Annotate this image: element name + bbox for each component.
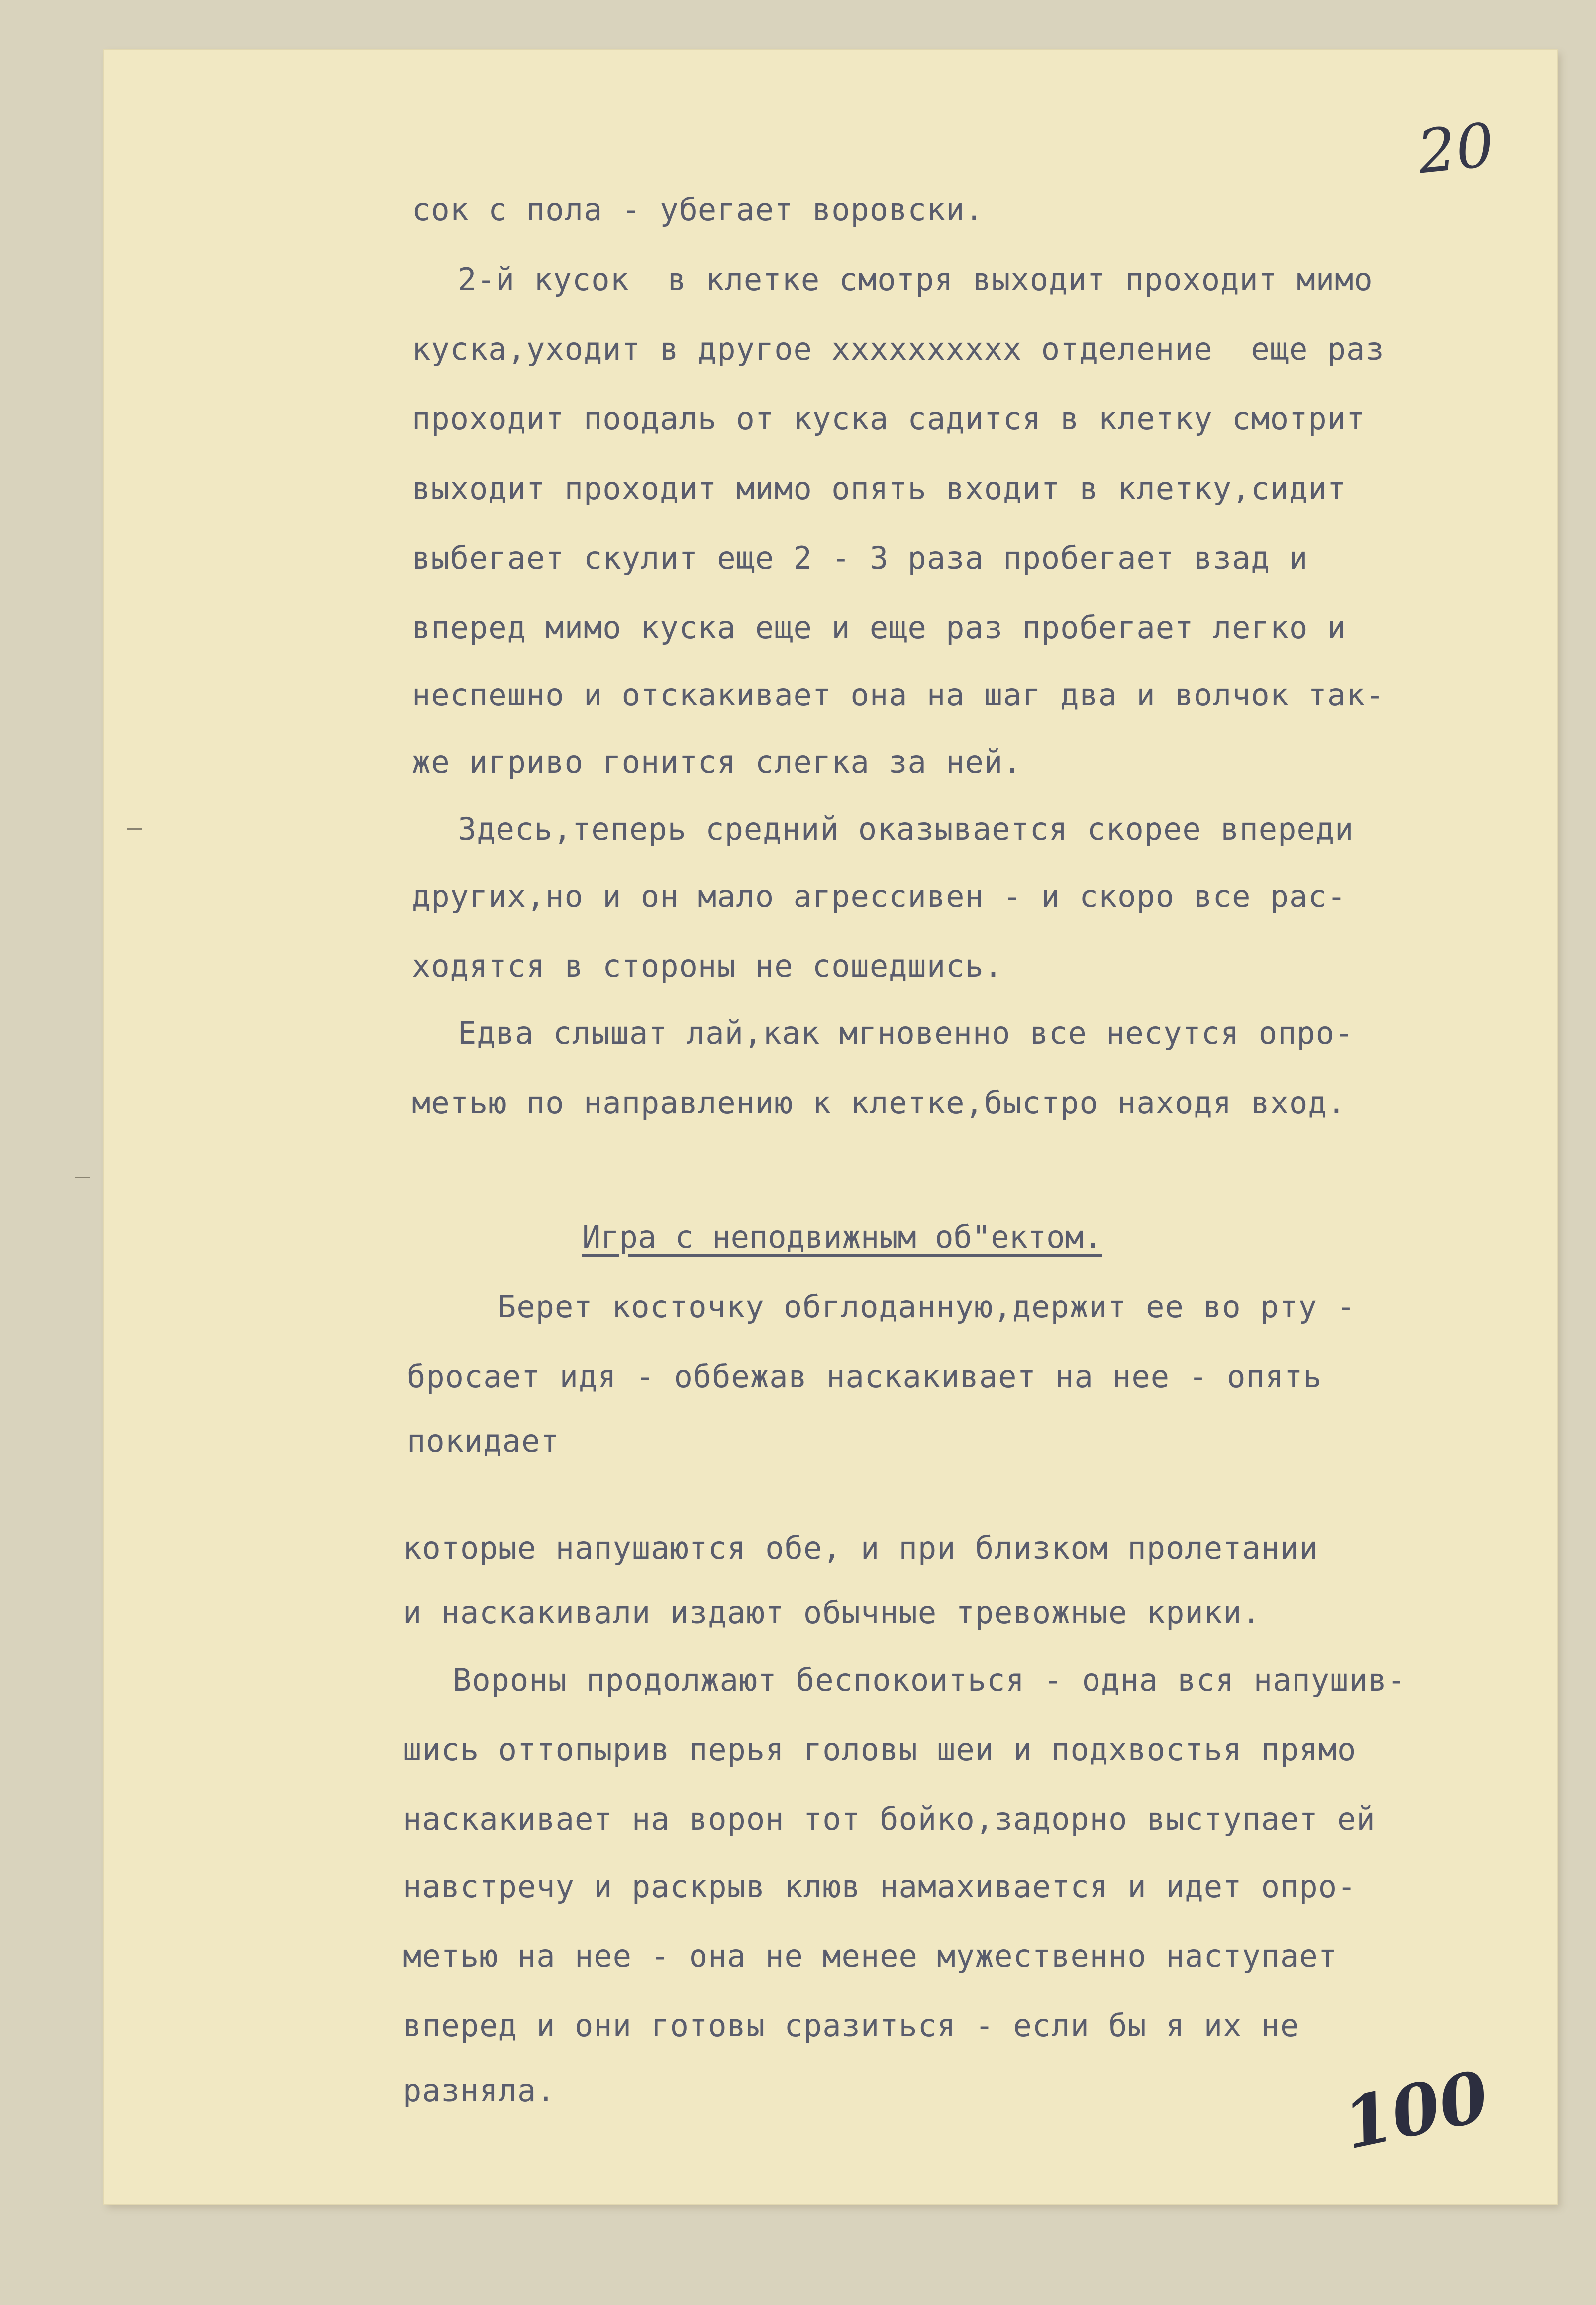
text-line: же игриво гонится слегка за ней.	[412, 744, 1022, 780]
text-line: бросает идя - оббежав наскакивает на нее - опять	[407, 1358, 1322, 1395]
text-line: 2-й кусок в клетке смотря выходит проходит мимо	[458, 261, 1373, 298]
text-line: неспешно и отскакивает она на шаг два и волчок так-	[412, 677, 1385, 713]
text-line: метью по направлению к клетке,быстро находя вход.	[412, 1085, 1347, 1121]
text-line: Вороны продолжают беспокоиться - одна вся напушив-	[453, 1662, 1406, 1698]
text-line: проходит поодаль от куска садится в клетку смотрит	[412, 401, 1366, 437]
text-line: вперед и они готовы сразиться - если бы я их не	[403, 2007, 1299, 2044]
text-line: наскакивает на ворон тот бойко,задорно выступает ей	[403, 1801, 1376, 1837]
text-line: выходит проходит мимо опять входит в клетку,сидит	[412, 470, 1347, 506]
folio-number: 20	[1414, 110, 1497, 188]
text-line: сок с пола - убегает воровски.	[412, 192, 984, 228]
section-title: Игра с неподвижным об"ектом.	[582, 1219, 1102, 1255]
text-line: Здесь,теперь средний оказывается скорее впереди	[458, 811, 1354, 847]
left-margin-mark	[127, 828, 142, 830]
text-line: Едва слышат лай,как мгновенно все несутся опро-	[458, 1015, 1354, 1051]
text-line: куска,уходит в другое xxxxxxxxxx отделение еще раз	[412, 331, 1385, 367]
text-line: шись оттопырив перья головы шеи и подхвостья прямо	[403, 1731, 1357, 1768]
text-line: навстречу и раскрыв клюв намахивается и идет опро-	[403, 1868, 1357, 1904]
text-line: выбегает скулит еще 2 - 3 раза пробегает взад и	[412, 540, 1308, 576]
archive-number: 100	[1336, 2055, 1496, 2166]
text-line: других,но и он мало агрессивен - и скоро все рас-	[412, 878, 1347, 914]
text-line: метью на нее - она не менее мужественно наступает	[403, 1938, 1338, 1974]
text-line: Берет косточку обглоданную,держит ее во рту -	[498, 1289, 1356, 1325]
text-line: которые напушаются обе, и при близком пролетании	[403, 1530, 1318, 1566]
text-line: и наскакивали издают обычные тревожные крики.	[403, 1595, 1261, 1631]
left-margin-mark	[75, 1177, 90, 1178]
text-line: покидает	[407, 1423, 560, 1459]
text-line: разняла.	[403, 2072, 556, 2108]
text-line: вперед мимо куска еще и еще раз пробегает легко и	[412, 609, 1347, 646]
text-line: ходятся в стороны не сошедшись.	[412, 948, 1003, 984]
